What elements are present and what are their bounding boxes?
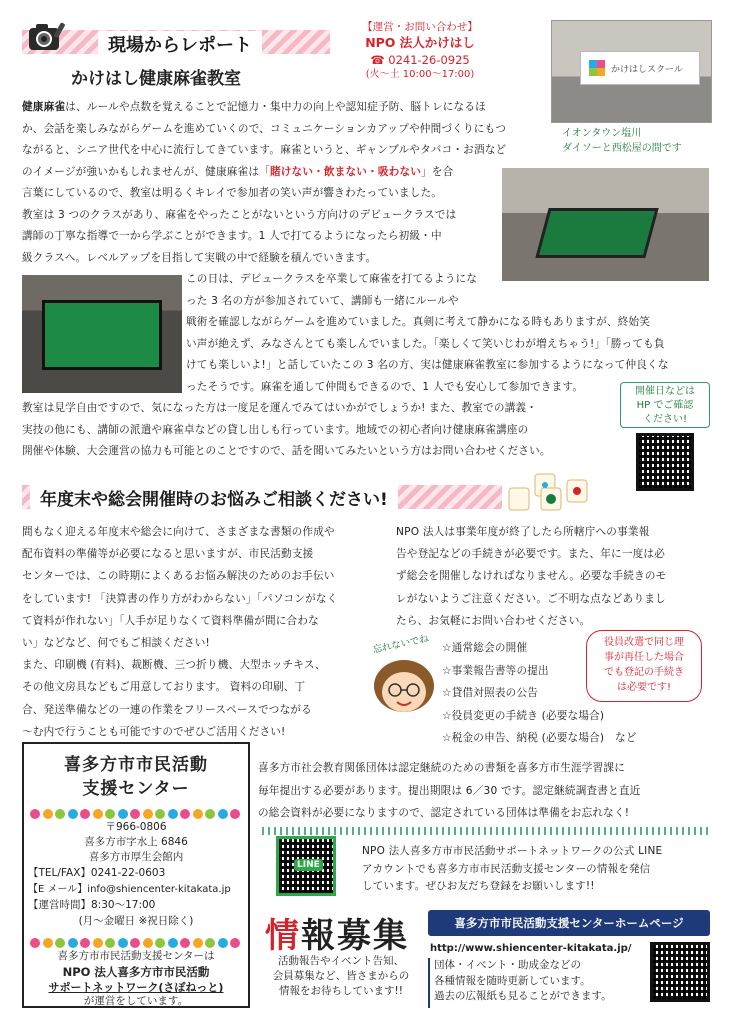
qr-note-line: HP でご確認: [636, 400, 694, 411]
contact-org: NPO 法人かけはし: [365, 35, 475, 50]
decorative-dot: [30, 809, 40, 819]
decorative-dot: [168, 809, 178, 819]
contact-phone-row: [340, 52, 500, 68]
decorative-dot: [118, 938, 128, 948]
homepage-line: 団体・イベント・助成金などの: [434, 959, 581, 971]
report-line: ったそうです。麻雀を通して仲間もできるので、1 人でも安心して参加できます。: [186, 380, 584, 393]
woman-with-glasses-icon: [370, 652, 438, 714]
decorative-dot: [93, 809, 103, 819]
center-title-2: 支援センター: [82, 779, 190, 799]
decorative-dot: [130, 809, 140, 819]
bubble-line: でも登記の手続き: [604, 667, 684, 678]
decorative-dot: [193, 809, 203, 819]
term-health-mahjong: 健康麻雀: [22, 101, 66, 113]
decorative-dot: [130, 938, 140, 948]
store-sign-text: かけはしスクール: [611, 65, 683, 75]
report-line: 実技の他にも、講師の派遣や麻雀卓などの貸し出しも行っています。地域での初心者向け健康麻雀講座の: [22, 423, 529, 436]
consult-line: 間もなく迎える年度末や総会に向けて、さまざまな書類の作成や: [22, 526, 335, 538]
decorative-dot: [80, 809, 90, 819]
consult-line: レがないようご注意ください。ご不明な点などありまし: [396, 592, 666, 605]
homepage-banner: 喜多方市市民活動支援センターホームページ: [428, 910, 710, 936]
homepage-desc-box: [428, 958, 640, 1008]
center-postal: 〒966-0806: [105, 821, 167, 833]
homepage-line: 各種情報を随時更新しています。: [434, 974, 591, 987]
decorative-dot: [155, 938, 165, 948]
phone-icon: ☎: [370, 53, 389, 67]
center-info-box: [22, 742, 250, 1008]
contact-hours: (火～土 10:00～17:00): [365, 69, 475, 80]
line-promo-text: [362, 843, 712, 896]
mahjong-tiles-icon: [505, 472, 591, 512]
center-days: (月～金曜日 ※祝日除く): [78, 915, 194, 927]
consult-line: をしています! 「決算書の作り方がわからない」「パソコンがなく: [22, 592, 338, 605]
consult-line: センターでは、この時期によくあるお悩み解決のためのお手伝い: [22, 570, 335, 583]
report-line: けても楽しいよ!」と話していたこの 3 名の方、実は健康麻雀教室に参加するようになって仲良くな: [186, 359, 669, 371]
consult-heading: 年度末や総会開催時のお悩みご相談ください!: [30, 485, 398, 510]
qr-note-box: [620, 382, 710, 428]
consult-line: ず総会を開催しなければなりません。必要な手続きのモ: [396, 570, 667, 583]
decorative-dot: [30, 938, 40, 948]
recruit-line: 会員募集など、皆さまからの: [272, 970, 410, 982]
contact-box: [340, 20, 500, 94]
report-line: ながると、シニア世代を中心に流行してきています。麻雀というと、ギャンブルやタバコ・お酒など: [22, 144, 507, 156]
homepage-url[interactable]: http://www.shiencenter-kitakata.jp/: [430, 943, 632, 954]
recruit-line: 情報をお待ちしています!!: [279, 985, 403, 997]
center-run-by-4: が運営をしています。: [83, 995, 189, 1007]
decorative-dot: [55, 938, 65, 948]
center-email[interactable]: 【E メール】info@shiencenter-kitakata.jp: [28, 884, 231, 895]
homepage-qr-code-2[interactable]: [650, 942, 710, 1002]
checklist-item: ☆事業報告書等の提出: [442, 664, 549, 677]
decorative-dot: [93, 938, 103, 948]
report-line-text: は、ルールや点数を覚えることで記憶力・集中力の向上や認知症予防、脳トレになるほ: [65, 101, 486, 113]
decorative-dot: [230, 938, 240, 948]
education-line: 喜多方市社会教育関係団体は認定継続のための書類を喜多方市生涯学習課に: [258, 762, 625, 774]
consult-line: その他文房具などもご用意しております。 資料の印刷、丁: [22, 681, 306, 694]
center-run-by-2: NPO 法人喜多方市市民活動: [62, 965, 210, 979]
decorative-dot: [180, 809, 190, 819]
report-body-mid: [186, 269, 706, 398]
mahjong-table: [535, 208, 658, 258]
center-address-2: 喜多方市厚生会館内: [88, 851, 184, 863]
mahjong-class-photo-right: [502, 168, 709, 281]
homepage-line: 過去の広報紙も見ることができます。: [434, 990, 612, 1002]
decorative-dot: [180, 938, 190, 948]
recruit-text: [258, 954, 424, 999]
education-notice: [258, 757, 718, 825]
decorative-dot: [218, 938, 228, 948]
line-qr-label: LINE: [294, 859, 323, 871]
report-line: 教室は見学自由ですので、気になった方は一度足を運んでみてはいかがでしょうか! また、教室での講義・: [22, 402, 538, 414]
report-line: い声が絶えず、みなさんとても楽しんでいました。「楽しくて笑いじわが増えちゃう!」「勝っても負: [186, 337, 665, 350]
report-line: か、会話を楽しみながらゲームを進めていくので、コミュニケーションカアップや仲間づくりにもつ: [22, 122, 507, 135]
decorative-dot: [43, 809, 53, 819]
report-line: 開催や体験、大会運営の協力も可能とのことですので、話を聞いてみたいという方はお問い合わせください。: [22, 445, 551, 457]
line-promo-line: アカウントでも喜多方市市民活動支援センターの情報を発信: [362, 862, 651, 875]
decorative-dot: [205, 938, 215, 948]
slogan-highlight: 賭けない・飲まない・吸わない: [269, 165, 422, 178]
checklist-item: ☆税金の申告、納税 (必要な場合) など: [442, 732, 637, 744]
contact-phone: 0241-26-0925: [388, 53, 470, 67]
forget-label: 忘れないでね: [371, 633, 430, 656]
center-run-by-1: 喜多方市市民活動支援センターは: [57, 950, 215, 962]
report-line-text: 」を合: [421, 165, 454, 178]
recruit-title-first: 情: [265, 916, 301, 956]
store-sign-board: [580, 51, 700, 85]
homepage-qr-code-1[interactable]: [636, 433, 694, 491]
decorative-dot: [80, 938, 90, 948]
education-line: の総会資料が必要になりますので、認定されている団体は準備をお忘れなく!: [258, 807, 630, 819]
photo-caption-1: イオンタウン塩川: [562, 128, 642, 139]
consult-line: たら、お気軽にお問い合わせください。: [396, 614, 591, 627]
report-subheading: かけはし健康麻雀教室: [71, 69, 241, 89]
report-line: 戦術を確認しながらゲームを進めていました。真剣に考えて静かになる時もありますが、終始笑: [186, 316, 651, 328]
decorative-dot: [143, 809, 153, 819]
recruit-title: [265, 908, 409, 957]
decorative-dot: [105, 809, 115, 819]
center-hours: 【運営時間】8:30～17:00: [28, 899, 156, 911]
decorative-dot: [205, 809, 215, 819]
report-body-bottom: [22, 398, 622, 463]
report-line: この日は、デビュークラスを卒業して麻雀を打てるようにな: [186, 273, 478, 285]
camera-icon: [27, 20, 67, 54]
store-logo-icon: [589, 60, 605, 76]
decorative-dot: [68, 938, 78, 948]
bubble-line: は必要です!: [616, 682, 671, 693]
decorative-dot: [118, 809, 128, 819]
report-line: [22, 97, 702, 119]
decorative-dot: [43, 938, 53, 948]
decorative-dot: [68, 809, 78, 819]
report-line-text: のイメージが強いかもしれませんが、健康麻雀は「: [22, 165, 270, 178]
decorative-dot: [55, 809, 65, 819]
report-line: 教室は 3 つのクラスがあり、麻雀をやったことがないという方向けのデビュークラスでは: [22, 208, 457, 221]
qr-note-line: ください!: [642, 414, 687, 425]
report-line: った 3 名の方が参加されていて、講師も一緒にルールや: [186, 294, 459, 307]
consult-line: また、印刷機 (有料)、裁断機、三つ折り機、大型ホッチキス、: [22, 659, 326, 672]
education-line: 毎年提出する必要があります。提出期限は 6／30 です。認定継続調査書と直近: [258, 784, 641, 797]
reminder-bubble: [586, 630, 702, 702]
decorative-dot: [168, 938, 178, 948]
consult-line: 合、発送準備などの一連の作業をフリースペースでつながる: [22, 703, 312, 716]
consult-line: 配布資料の準備等が必要になると思いますが、市民活動支援: [22, 548, 314, 561]
center-title-1: 喜多方市市民活動: [64, 755, 208, 775]
consult-left-body: [22, 521, 372, 743]
checklist-item: ☆役員変更の手続き (必要な場合): [442, 709, 605, 722]
checklist-item: ☆貸借対照表の公告: [442, 687, 539, 699]
center-address-1: 喜多方市字水上 6846: [84, 836, 188, 848]
photo-caption-2: ダイソーと西松屋の間です: [562, 143, 682, 154]
decorative-dot: [193, 938, 203, 948]
line-promo-line: NPO 法人喜多方市市民活動サポートネットワークの公式 LINE: [362, 845, 663, 857]
bubble-line: 事が再任した場合: [604, 652, 684, 663]
center-run-by-3: サポートネットワーク(さぽねっと): [48, 981, 224, 994]
report-line: 講師の丁寧な指導で一から学ぶことができます。1 人で打てるようになったら初級・中: [22, 230, 442, 242]
decorative-dot: [230, 809, 240, 819]
report-line: 級クラスへ。レベルアップを目指して実戦の中で経験を積んでいきます。: [22, 251, 377, 264]
qr-note-line: 開催日などは: [635, 386, 695, 397]
center-tel: 【TEL/FAX】0241-22-0603: [28, 867, 166, 879]
consult-line: て資料が作れない」「人手が足りなくて資料準備が間に合わな: [22, 614, 319, 627]
recruit-title-rest: 報募集: [301, 916, 409, 956]
recruit-line: 活動報告やイベント告知、: [278, 955, 404, 967]
line-qr-code[interactable]: [276, 836, 336, 896]
consult-line: 告や登記などの手続きが必要です。また、年に一度は必: [396, 548, 665, 561]
report-heading: 現場からレポート: [98, 31, 262, 57]
decorative-dot: [218, 809, 228, 819]
consult-right-body: [396, 521, 714, 632]
consult-line: ～む内で行うことも可能ですのでぜひご活用ください!: [22, 725, 286, 738]
decorative-dot: [143, 938, 153, 948]
contact-label: 【運営・お問い合わせ】: [362, 21, 478, 33]
consult-line: NPO 法人は事業年度が終了したら所轄庁への事業報: [396, 526, 650, 538]
mahjong-class-photo-left: [22, 275, 182, 393]
bubble-line: 役員改選で同じ理: [604, 637, 684, 648]
report-line: 言葉にしているので、教室は明るくキレイで参加者の笑い声が響きわたっていました。: [22, 187, 443, 199]
mahjong-table: [42, 300, 162, 370]
checklist-item: ☆通常総会の開催: [442, 642, 528, 654]
chevron-divider: [262, 827, 712, 835]
line-promo-line: しています。ぜひお友だち登録をお願いします!!: [362, 880, 595, 892]
decorative-dot: [105, 938, 115, 948]
decorative-dot: [155, 809, 165, 819]
consult-line: い」などなど、何でもご相談ください!: [22, 637, 210, 650]
